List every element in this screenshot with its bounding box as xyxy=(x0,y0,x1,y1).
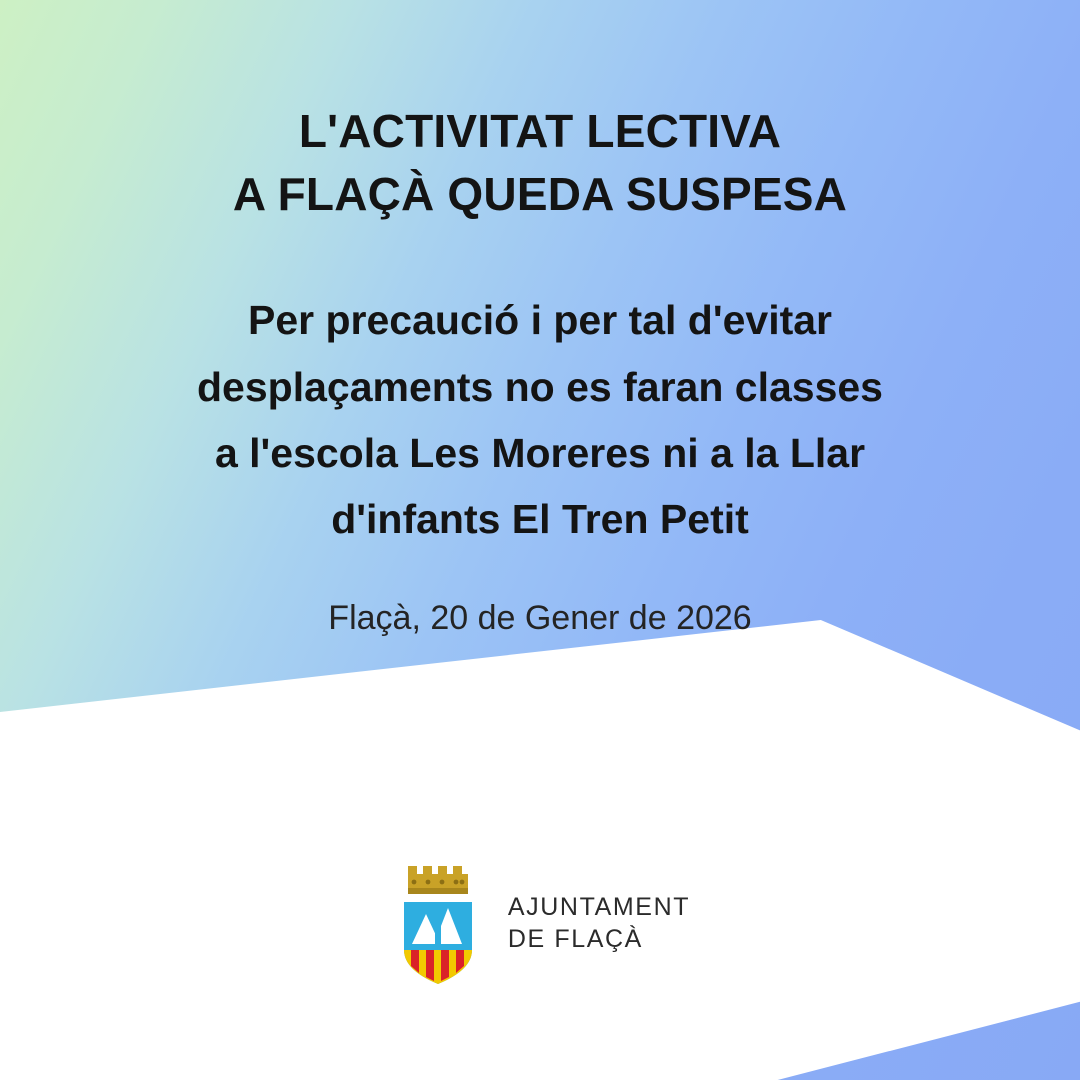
announcement-body xyxy=(0,225,1080,553)
date-line: Flaçà, 20 de Gener de 2026 xyxy=(328,598,752,637)
body-line-2: desplaçaments no es faran classes xyxy=(197,363,883,410)
headline-line-1: L'ACTIVITAT LECTIVA xyxy=(298,105,782,157)
institution-logo xyxy=(0,858,1080,988)
logo-wordmark xyxy=(508,891,690,955)
body-line-1: Per precaució i per tal d'evitar xyxy=(248,297,832,344)
white-angled-panel xyxy=(0,620,1080,1080)
body-line-4: d'infants El Tren Petit xyxy=(331,496,749,543)
logo-name-line-2: DE FLAÇÀ xyxy=(507,925,643,953)
logo-name-line-1: AJUNTAMENT xyxy=(507,893,691,921)
coat-of-arms-icon xyxy=(390,858,486,988)
body-line-3: a l'escola Les Moreres ni a la Llar xyxy=(214,429,866,476)
headline-line-2: A FLAÇÀ QUEDA SUSPESA xyxy=(232,167,848,220)
page-title xyxy=(0,0,1080,225)
